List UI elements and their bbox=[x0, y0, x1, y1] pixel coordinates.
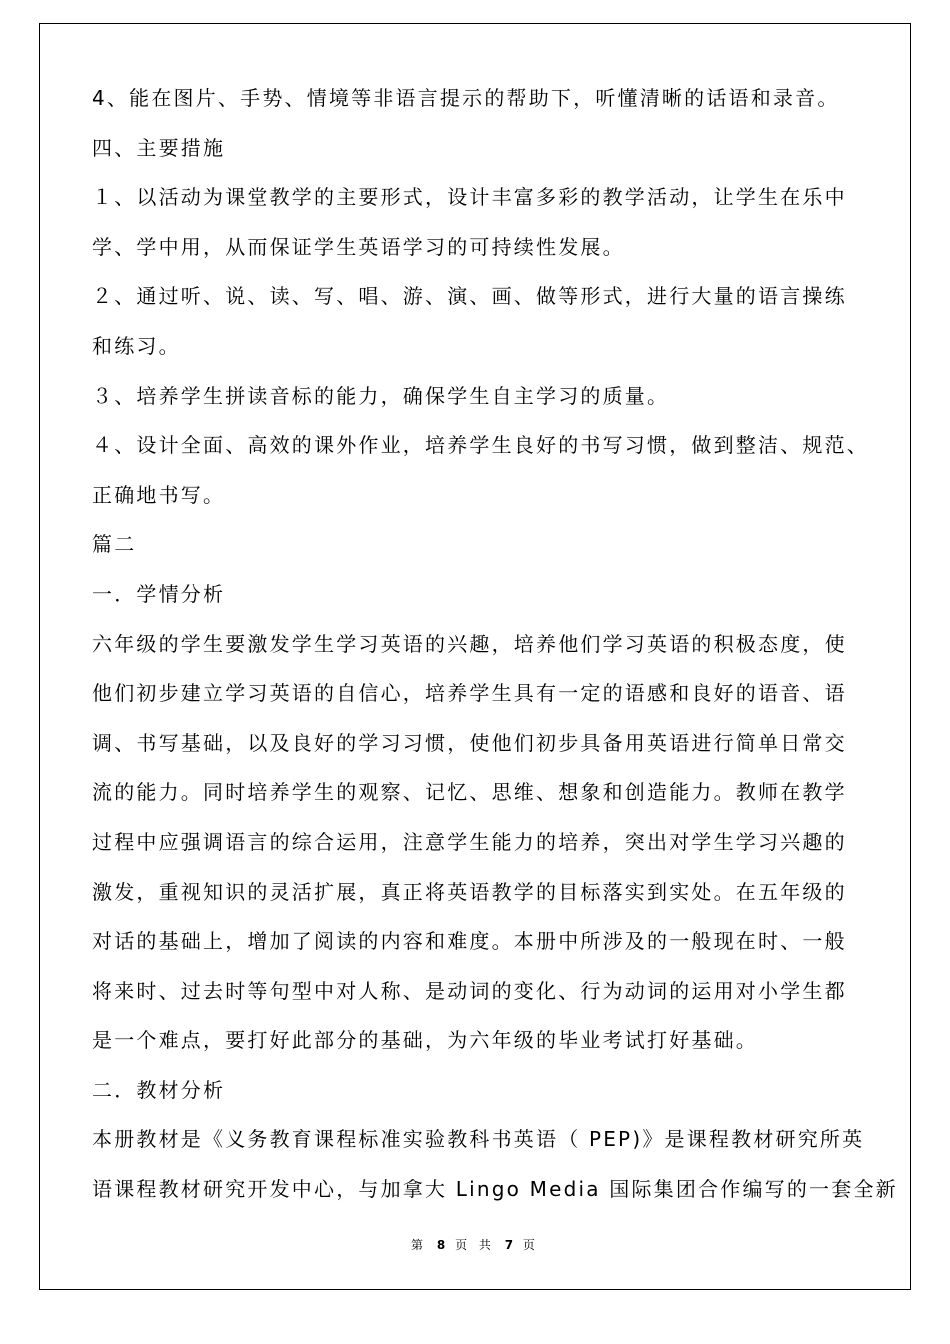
section-heading: 二．教材分析 bbox=[92, 1077, 226, 1102]
text-line: 六年级的学生要激发学生学习英语的兴趣，培养他们学习英语的积极态度，使 bbox=[92, 631, 847, 656]
section-heading: 一．学情分析 bbox=[92, 581, 226, 606]
text-line: 正确地书写。 bbox=[92, 482, 226, 507]
text-line: 语课程教材研究开发中心，与加拿大 Lingo Media 国际集团合作编写的一套全新 bbox=[92, 1177, 898, 1202]
text-line: 和练习。 bbox=[92, 333, 181, 358]
text-line: 将来时、过去时等句型中对人称、是动词的变化、行为动词的运用对小学生都 bbox=[92, 978, 847, 1003]
text-line: 是一个难点，要打好此部分的基础，为六年级的毕业考试打好基础。 bbox=[92, 1028, 758, 1053]
footer-prefix: 第 bbox=[411, 1238, 428, 1252]
text-line: 过程中应强调语言的综合运用，注意学生能力的培养，突出对学生学习兴趣的 bbox=[92, 829, 847, 854]
footer-suffix: 页 bbox=[522, 1238, 539, 1252]
text-line: 学、学中用，从而保证学生英语学习的可持续性发展。 bbox=[92, 234, 625, 259]
footer-middle: 页 共 bbox=[455, 1238, 495, 1252]
section-heading: 篇二 bbox=[92, 532, 137, 557]
text-line: 本册教材是《义务教育课程标准实验教科书英语（ PEP)》是课程教材研究所英 bbox=[92, 1127, 865, 1152]
document-body bbox=[92, 74, 898, 1215]
text-line: 流的能力。同时培养学生的观察、记忆、思维、想象和创造能力。教师在教学 bbox=[92, 780, 847, 805]
text-line: ３、培养学生拼读音标的能力，确保学生自主学习的质量。 bbox=[92, 383, 670, 408]
text-line: ４、设计全面、高效的课外作业，培养学生良好的书写习惯，做到整洁、规范、 bbox=[92, 433, 869, 458]
current-page-number: 8 bbox=[436, 1238, 446, 1252]
text-line: 激发，重视知识的灵活扩展，真正将英语教学的目标落实到实处。在五年级的 bbox=[92, 879, 847, 904]
text-line: ２、通过听、说、读、写、唱、游、演、画、做等形式，进行大量的语言操练 bbox=[92, 284, 847, 309]
text-line: 调、书写基础，以及良好的学习习惯，使他们初步具备用英语进行简单日常交 bbox=[92, 730, 847, 755]
text-line: 他们初步建立学习英语的自信心，培养学生具有一定的语感和良好的语音、语 bbox=[92, 681, 847, 706]
total-pages-number: 7 bbox=[504, 1238, 514, 1252]
page-footer bbox=[0, 1236, 950, 1253]
text-line: 4、能在图片、手势、情境等非语言提示的帮助下，听懂清晰的话语和录音。 bbox=[92, 86, 840, 110]
text-line: 对话的基础上，增加了阅读的内容和难度。本册中所涉及的一般现在时、一般 bbox=[92, 929, 847, 954]
text-line: １、以活动为课堂教学的主要形式，设计丰富多彩的教学活动，让学生在乐中 bbox=[92, 185, 847, 210]
section-heading: 四、主要措施 bbox=[92, 135, 226, 160]
